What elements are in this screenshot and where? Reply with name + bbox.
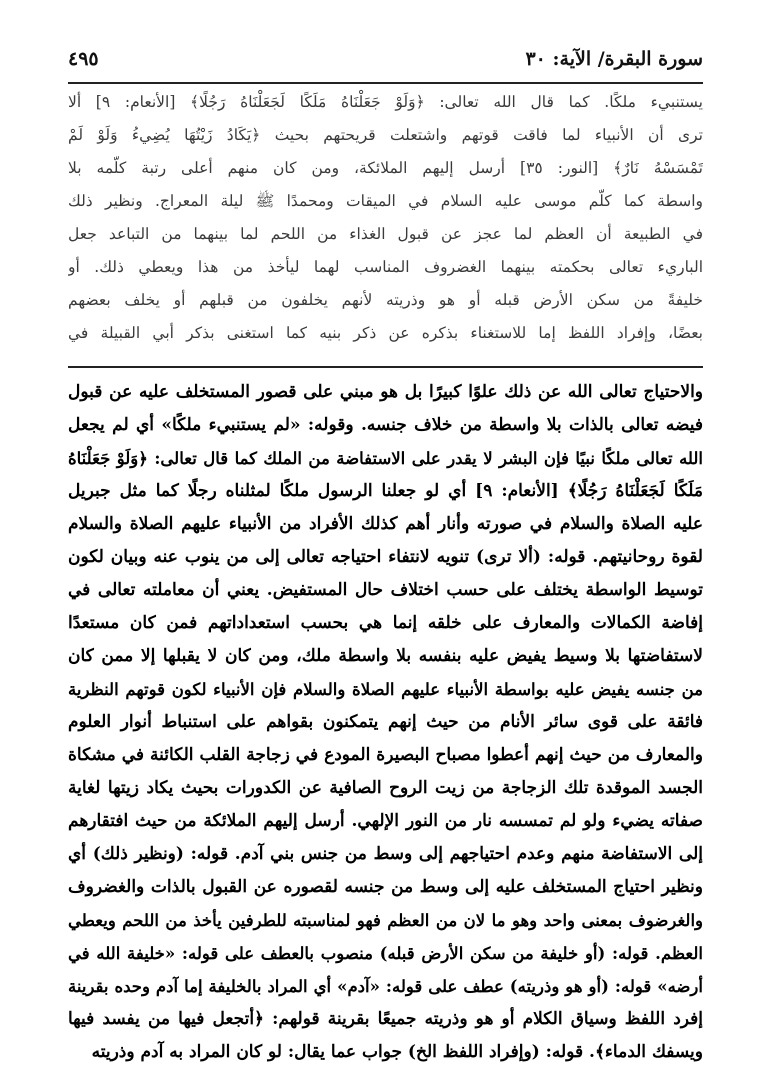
commentary-line: لقوة روحانيتهم. قوله: (ألا ترى) تنويه لانتفاء احتياجه تعالى إلى من ينوب عنه وبيان لكون xyxy=(68,547,703,567)
main-text-line: ترى أن الأنبياء لما فاقت قوتهم واشتعلت قريحتهم بحيث ﴿يَكَادُ زَيْتُهَا يُضِيءُ وَلَوْ لَمْ xyxy=(68,126,703,144)
commentary-line: الله تعالى ملكًا نبيًا فإن البشر لا يقدر على الاستفاضة من الملك كما قال تعالى: ﴿وَلَوْ جَعَلْنَاهُ xyxy=(68,449,703,468)
main-text-line: تَمْسَسْهُ نَارٌ﴾ [النور: ٣٥] أرسل إليهم الملائكة، ومن كان منهم أعلى رتبة كلّمه بلا xyxy=(68,159,703,177)
commentary-block xyxy=(68,376,703,1076)
commentary-line: والغرضوف بمعنى واحد وهو ما لان من العظم فهو لمناسبته للطرفين يأخذ من اللحم ويعطي xyxy=(68,911,703,930)
commentary-line: إلى الاستفاضة منهم وعدم احتياجهم إلى وسط من جنس بني آدم. قوله: (ونظير ذلك) أي xyxy=(68,844,703,864)
commentary-line: ونظير احتياج المستخلف عليه إلى وسط من جنسه لقصوره عن القبول بالذات والغضروف xyxy=(68,877,703,897)
commentary-line: إفاضة الكمالات والمعارف على خلقه إنما هي بحسب استعداداتهم فمن كان مستعدًا xyxy=(68,613,703,633)
commentary-line: توسيط الواسطة يختلف على حسب اختلاف حال المستفيض. يعني أن معاملته تعالى في xyxy=(68,580,703,600)
commentary-line: فائقة على قوى سائر الأنام من حيث إنهم يتمكنون بقواهم على استنباط أنوار العلوم xyxy=(68,712,703,732)
main-text-line: الباريء تعالى بحكمته بينهما الغضروف المناسب لهما ليأخذ من هذا ويعطي ذلك. أو xyxy=(68,258,703,276)
commentary-line: مَلَكًا لَجَعَلْنَاهُ رَجُلًا﴾ [الأنعام: ٩] أي لو جعلنا الرسول ملكًا لمثلناه رجلًا كما مثل جبريل xyxy=(68,481,703,501)
commentary-line: أرضه» قوله: (أو هو وذريته) عطف على قوله: «آدم» أي المراد بالخليفة إما آدم وحده بقرينة xyxy=(68,977,703,996)
main-text-line: يستنبيء ملكًا. كما قال الله تعالى: ﴿وَلَوْ جَعَلْنَاهُ مَلَكًا لَجَعَلْنَاهُ رَجُلًا﴾ [الأنعام: ٩] ألا xyxy=(68,93,703,111)
commentary-line: إفرد اللفظ وسياق الكلام أو هو وذريته جميعًا بقرينة قولهم: ﴿أتجعل فيها من يفسد فيها xyxy=(68,1009,703,1029)
section-divider xyxy=(68,366,703,368)
main-text-line: خليفةً من سكن الأرض قبله أو هو وذريته لأنهم يخلفون من قبلهم أو يخلف بعضهم xyxy=(68,291,703,309)
main-text-block xyxy=(68,86,703,358)
main-text-line: في الطبيعة أن العظم لما عجز عن قبول الغذاء من اللحم لما بينهما من التباعد جعل xyxy=(68,225,703,243)
commentary-line: والاحتياج تعالى الله عن ذلك علوًا كبيرًا بل هو مبني على قصور المستخلف عليه عن قبول xyxy=(68,382,703,402)
commentary-line: عليه الصلاة والسلام في صورته وأنار أهم كذلك الأفراد من الأنبياء عليهم الصلاة والسلام xyxy=(68,514,703,534)
commentary-line: فيضه تعالى بالذات بلا واسطة من خلاف جنسه. وقوله: «لم يستنبيء ملكًا» أي لم يجعل xyxy=(68,415,703,435)
page-header xyxy=(68,44,703,74)
commentary-line: والمعارف من حيث إنهم أعطوا مصباح البصيرة المودع في زجاجة القلب الكائنة في مشكاة xyxy=(68,745,703,765)
commentary-line: ويسفك الدماء﴾. قوله: (وإفراد اللفظ الخ) جواب عما يقال: لو كان المراد به آدم وذريته xyxy=(91,1042,703,1062)
commentary-line: العظم. قوله: (أو خليفة من سكن الأرض قبله) منصوب بالعطف على قوله: «خليفة الله في xyxy=(68,944,703,963)
main-text-line: واسطة كما كلّم موسى عليه السلام في الميقات ومحمدًا ﷺ ليلة المعراج. ونظير ذلك xyxy=(68,192,703,210)
running-title: سورة البقرة/ الآية: ٣٠ xyxy=(525,48,703,70)
commentary-line: من جنسه يفيض عليه بواسطة الأنبياء عليهم الصلاة والسلام فإن الأنبياء لكون قوتهم النظرية xyxy=(68,680,703,699)
commentary-line: صفاته يضيء ولو لم تمسسه نار من النور الإلهي. أرسل إليهم الملائكة من حيث افتقارهم xyxy=(68,811,703,831)
commentary-line: الجسد الموقدة تلك الزجاجة من زيت الروح الصافية عن الكدورات بحيث يكاد زيتها لغاية xyxy=(68,778,703,798)
commentary-line: لاستفاضتها بلا وسيط يفيض عليه بنفسه بلا واسطة ملك، ومن كان لا يقبلها إلا ممن كان xyxy=(68,646,703,666)
main-text-line: بعضًا، وإفراد اللفظ إما للاستغناء بذكره عن ذكر بنيه كما استغنى بذكر أبي القبيلة في xyxy=(68,324,703,342)
page-number: ٤٩٥ xyxy=(68,48,99,70)
header-rule xyxy=(68,82,703,84)
